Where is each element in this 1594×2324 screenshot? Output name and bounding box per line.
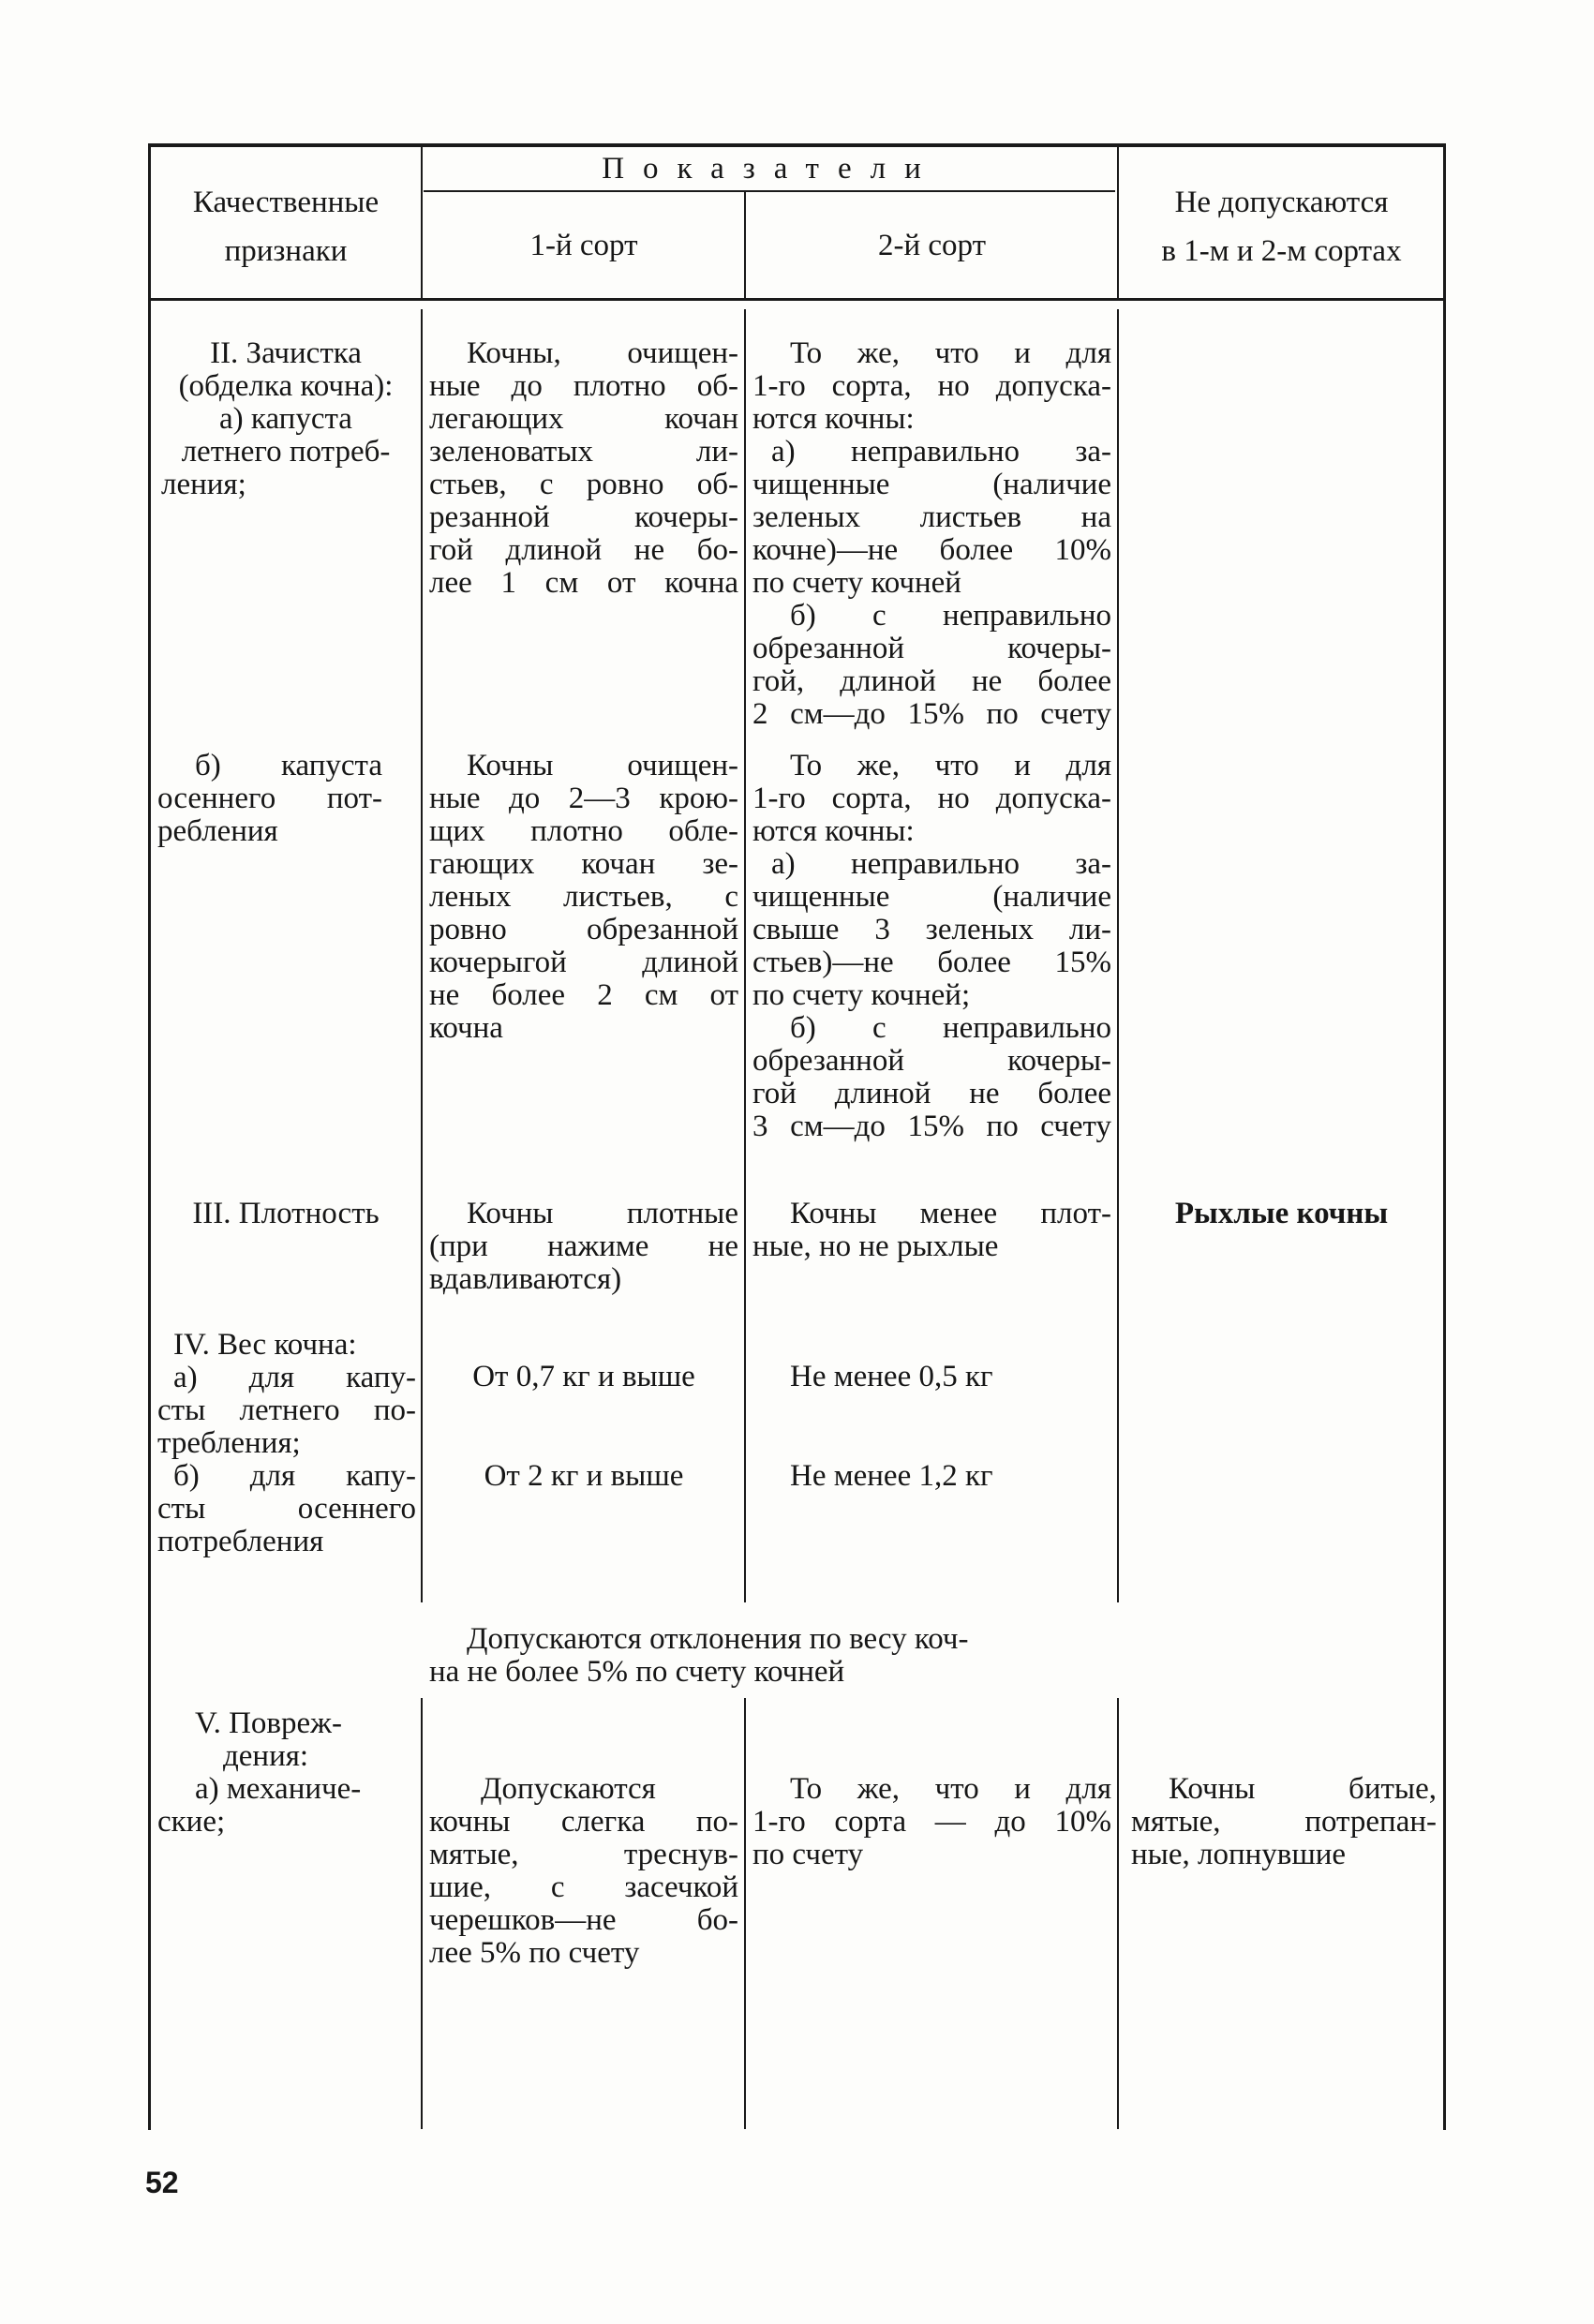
cell-line: по счету	[752, 1838, 864, 1871]
cell-line: легающих кочан	[429, 402, 738, 436]
cell-line: гой, длиной не более	[752, 664, 1111, 698]
cell-line: ления;	[161, 468, 246, 501]
cell-line: Кочны очищен-	[467, 749, 738, 782]
row-povrezhdeniya-not-allowed	[1131, 1773, 1437, 1871]
page-number: 52	[145, 2166, 179, 2199]
cell-line: зеленоватых ли-	[429, 435, 738, 469]
cell-line: свыше 3 зеленых ли-	[752, 913, 1111, 946]
cell-line: а) механиче-	[195, 1772, 362, 1806]
row-ves-tolerance-note	[429, 1623, 1080, 1689]
cell-line: IV. Вес кочна:	[173, 1328, 357, 1362]
cell-line: б) для капу-	[173, 1459, 416, 1493]
cell-line: а) неправильно за-	[771, 435, 1111, 469]
cell-line: лее 1 см от кочна	[429, 566, 738, 600]
cell-line: черешков—не бо-	[429, 1903, 738, 1937]
row-osennyaya-grade2	[752, 750, 1111, 1143]
cell-line: ные до плотно об-	[429, 369, 738, 403]
cell-line: б) с неправильно	[790, 1011, 1111, 1045]
col-divider-2	[744, 192, 746, 298]
cell-line: мятые, треснув-	[429, 1838, 738, 1871]
cell-line: шие, с засечкой	[429, 1870, 738, 1904]
cell-line: гой длиной не более	[752, 1077, 1111, 1110]
cell-line: ровно обрезанной	[429, 913, 738, 946]
cell-line: V. Повреж-	[195, 1706, 342, 1740]
cell-line: по счету кочней;	[752, 978, 971, 1012]
cell-line: Кочны менее плот-	[790, 1197, 1111, 1230]
header-text: признаки	[224, 234, 348, 268]
row-ves-grade1-autumn: От 2 кг и выше	[484, 1459, 684, 1493]
header-not-allowed	[1120, 178, 1443, 276]
header-text: Не допускаются	[1174, 186, 1389, 219]
cell-line: вдавливаются)	[429, 1262, 622, 1296]
cell-line: 1-го сорта — до 10%	[752, 1805, 1111, 1839]
cell-line: кочерыгой длиной	[429, 946, 738, 979]
header-grade-2: 2-й сорт	[877, 229, 987, 262]
row-ves-grade2-summer: Не менее 0,5 кг	[790, 1360, 993, 1393]
cell-line: (обделка кочна):	[178, 369, 394, 403]
cell-line: не более 2 см от	[429, 978, 738, 1012]
table-right-border	[1443, 143, 1446, 2130]
cell-line: мятые, потрепан-	[1131, 1805, 1437, 1839]
row-zachistka-label	[154, 337, 418, 501]
cell-line: требления;	[157, 1426, 301, 1460]
col-divider-1	[421, 309, 423, 1602]
cell-line: ные, но не рыхлые	[752, 1229, 999, 1263]
col-divider-3	[1117, 309, 1119, 1602]
cell-line: кочна	[429, 1011, 503, 1045]
header-indicators: Показатели	[602, 152, 940, 186]
header-grade-1: 1-й сорт	[529, 229, 638, 262]
cell-line: дения:	[223, 1739, 309, 1773]
cell-line: потребления	[157, 1525, 324, 1558]
cell-line: ются кочны:	[752, 402, 915, 436]
group-underline	[424, 190, 1115, 192]
col-divider-3	[1117, 1698, 1119, 2129]
cell-line: обрезанной кочеры-	[752, 632, 1111, 665]
header-text: Качественные	[192, 186, 380, 219]
cell-line: летнего потреб-	[181, 435, 391, 469]
col-divider-2	[744, 1698, 746, 2129]
cell-line: (при нажиме не	[429, 1229, 738, 1263]
cell-line: Кочны, очищен-	[467, 336, 738, 370]
table-left-border	[148, 143, 151, 2130]
cell-line: 1-го сорта, но допуска-	[752, 369, 1111, 403]
cell-line: на не более 5% по счету кочней	[429, 1655, 845, 1689]
col-divider-3	[1117, 143, 1119, 298]
row-zachistka-grade2	[752, 337, 1111, 731]
row-osennyaya-grade1	[429, 750, 738, 1045]
cell-line: ются кочны:	[752, 814, 915, 848]
row-ves-grade2-autumn: Не менее 1,2 кг	[790, 1459, 993, 1493]
cell-line: ские;	[157, 1805, 226, 1839]
cell-line: кочне)—не более 10%	[752, 533, 1111, 567]
cell-line: по счету кочней	[752, 566, 961, 600]
row-plotnost-grade2	[752, 1198, 1111, 1263]
row-zachistka-grade1	[429, 337, 738, 600]
cell-line: гающих кочан зе-	[429, 847, 738, 881]
cell-line: 3 см—до 15% по счету	[752, 1110, 1111, 1143]
row-plotnost-label: III. Плотность	[192, 1197, 380, 1230]
cell-line: ные до 2—3 крою-	[429, 782, 738, 815]
cell-line: Допускаются	[481, 1772, 656, 1806]
header-bottom-rule	[148, 298, 1446, 301]
row-povrezhdeniya-grade2	[752, 1773, 1111, 1871]
col-divider-1	[421, 143, 423, 298]
cell-line: ные, лопнувшие	[1131, 1838, 1347, 1871]
cell-line: б) с неправильно	[790, 599, 1111, 633]
cell-line: б) капуста	[195, 749, 382, 782]
col-divider-2	[744, 309, 746, 1602]
cell-line: Кочны битые,	[1169, 1772, 1437, 1806]
cell-line: обрезанной кочеры-	[752, 1044, 1111, 1078]
cell-line: 2 см—до 15% по счету	[752, 697, 1111, 731]
header-quality-attributes	[155, 178, 417, 276]
cell-line: 1-го сорта, но допуска-	[752, 782, 1111, 815]
cell-line: а) для капу-	[173, 1361, 416, 1394]
cell-line: а) капуста	[219, 402, 352, 436]
row-plotnost-grade1	[429, 1198, 738, 1296]
row-plotnost-not-allowed: Рыхлые кочны	[1174, 1197, 1389, 1230]
row-ves-label	[157, 1329, 416, 1558]
cell-line: II. Зачистка	[210, 336, 362, 370]
cell-line: а) неправильно за-	[771, 847, 1111, 881]
cell-line: То же, что и для	[790, 336, 1111, 370]
cell-line: щих плотно обле-	[429, 814, 738, 848]
cell-line: стьев)—не более 15%	[752, 946, 1111, 979]
header-text: в 1-м и 2-м сортах	[1161, 234, 1402, 268]
col-divider-1	[421, 1698, 423, 2129]
cell-line: стьев, с ровно об-	[429, 468, 738, 501]
cell-line: То же, что и для	[790, 749, 1111, 782]
cell-line: гой длиной не бо-	[429, 533, 738, 567]
cell-line: леных листьев, с	[429, 880, 738, 914]
cell-line: ребления	[157, 814, 278, 848]
cell-line: чищенные (наличие	[752, 880, 1111, 914]
cell-line: Кочны плотные	[467, 1197, 738, 1230]
cell-line: кочны слегка по-	[429, 1805, 738, 1839]
cell-line: сты осеннего	[157, 1492, 416, 1526]
cell-line: сты летнего по-	[157, 1393, 416, 1427]
cell-line: лее 5% по счету	[429, 1936, 640, 1970]
row-osennyaya-label	[157, 750, 382, 848]
row-povrezhdeniya-grade1	[429, 1773, 738, 1970]
cell-line: резанной кочеры-	[429, 500, 738, 534]
row-ves-grade1-summer: От 0,7 кг и выше	[472, 1360, 695, 1393]
cell-line: То же, что и для	[790, 1772, 1111, 1806]
row-povrezhdeniya-label	[157, 1707, 416, 1839]
cell-line: осеннего пот-	[157, 782, 382, 815]
cell-line: чищенные (наличие	[752, 468, 1111, 501]
cell-line: Допускаются отклонения по весу коч-	[467, 1622, 969, 1656]
table-top-rule	[148, 143, 1446, 147]
cell-line: зеленых листьев на	[752, 500, 1111, 534]
